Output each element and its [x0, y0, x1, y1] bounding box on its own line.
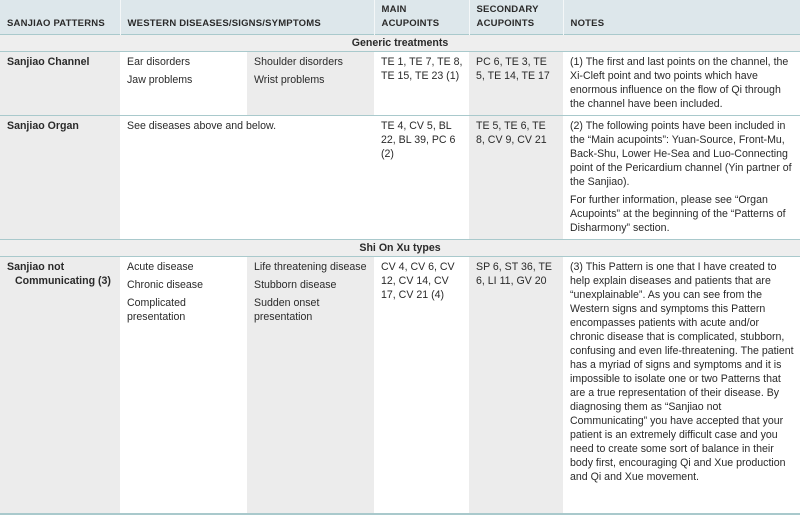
symptom: Chronic disease: [127, 279, 203, 291]
symptom: Life threatening disease: [254, 261, 367, 273]
secondary-acupoints-cell: TE 5, TE 6, TE 8, CV 9, CV 21: [469, 116, 563, 240]
note: (3) This Pattern is one that I have created to help explain diseases and patients that are “unexplainable”. As you can see from the Western signs and symptoms this Pattern encompasses patients with acute and/or chronic disease that is complicated, stubborn, confusing and even life-threatening. The patient has a myriad of signs and symptoms and it is impossible to isolate one or two Patterns that are a true representation of their disease. By diagnosing them as “Sanjiao not Communicating” you have accepted that your patient is an extremely difficult case and you need to create some sort of balance in their body first, encouraging Qi and Xue production and Qi and Xue movement.: [570, 261, 794, 483]
header-sanjiao-patterns: SANJIAO PATTERNS: [0, 0, 120, 35]
pattern-name: Sanjiao not Communicating (3): [7, 261, 111, 287]
symptoms-cell-a: [120, 257, 247, 513]
symptoms-cell-b: [247, 257, 374, 513]
table-header-row: [0, 0, 800, 35]
note: For further information, please see “Organ Acupoints” at the beginning of the “Patterns of Disharmony” section.: [570, 194, 786, 234]
pattern-cell: Sanjiao Channel: [0, 52, 120, 116]
note: (1) The first and last points on the channel, the Xi-Cleft point and two points which have enormous influence on the flow of Qi through the channel have been included.: [570, 56, 789, 110]
symptom: Jaw problems: [127, 74, 193, 86]
symptom: Wrist problems: [254, 74, 325, 86]
secondary-acupoints-cell: SP 6, ST 36, TE 6, LI 11, GV 20: [469, 257, 563, 513]
main-acupoints-cell: TE 4, CV 5, BL 22, BL 39, PC 6 (2): [374, 116, 469, 240]
header-notes: NOTES: [563, 0, 800, 35]
header-secondary-acupoints: SECONDARY ACUPOINTS: [469, 0, 563, 35]
notes-cell: [563, 116, 800, 240]
notes-cell: [563, 52, 800, 116]
symptom: Ear disorders: [127, 56, 190, 68]
symptom: Shoulder disorders: [254, 56, 343, 68]
section-title: Shi On Xu types: [0, 240, 800, 257]
main-acupoints-cell: CV 4, CV 6, CV 12, CV 14, CV 17, CV 21 (4): [374, 257, 469, 513]
section-row-shi-on-xu: [0, 240, 800, 257]
table-row: [0, 52, 800, 116]
notes-cell: [563, 257, 800, 513]
symptom: Acute disease: [127, 261, 194, 273]
symptom: Sudden onset presentation: [254, 297, 320, 323]
symptoms-cell-b: [247, 52, 374, 116]
pattern-cell: [0, 257, 120, 513]
section-row-generic: [0, 35, 800, 52]
secondary-acupoints-cell: PC 6, TE 3, TE 5, TE 14, TE 17: [469, 52, 563, 116]
symptom: Complicated presentation: [127, 297, 186, 323]
symptoms-cell-a: [120, 52, 247, 116]
table-row: [0, 257, 800, 513]
main-acupoints-cell: TE 1, TE 7, TE 8, TE 15, TE 23 (1): [374, 52, 469, 116]
section-title: Generic treatments: [0, 35, 800, 52]
header-western-diseases: WESTERN DISEASES/SIGNS/SYMPTOMS: [120, 0, 374, 35]
symptoms-cell: See diseases above and below.: [120, 116, 374, 240]
symptom: Stubborn disease: [254, 279, 337, 291]
table-row: [0, 116, 800, 240]
note: (2) The following points have been included in the “Main acupoints”: Yuan-Source, Front-Mu, Back-Shu, Lower He-Sea and Luo-Connecting point of the Pericardium channel (Yin partner of the Sanjiao).: [570, 120, 792, 188]
pattern-cell: Sanjiao Organ: [0, 116, 120, 240]
header-main-acupoints: MAIN ACUPOINTS: [374, 0, 469, 35]
